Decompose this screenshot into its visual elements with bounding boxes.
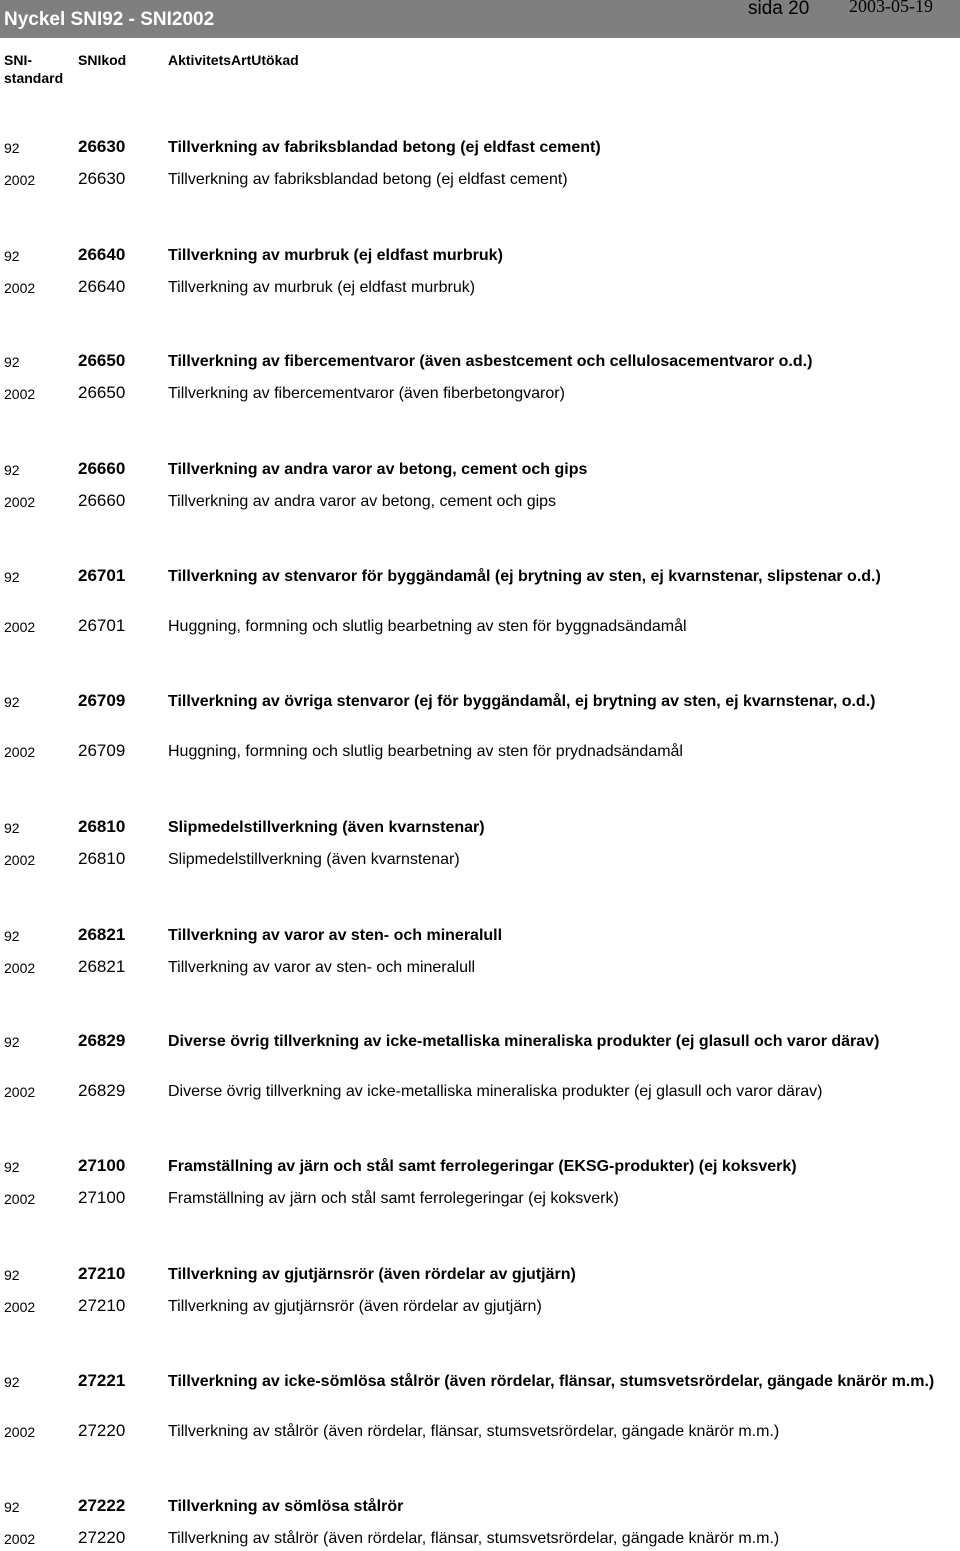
row-code: 26660 xyxy=(78,459,126,478)
row-code: 26829 xyxy=(78,1081,126,1100)
row-standard: 2002 xyxy=(4,1299,36,1315)
row-code: 26630 xyxy=(78,137,126,156)
row-activity: Tillverkning av gjutjärnsrör (även rördelar av gjutjärn) xyxy=(168,1266,576,1283)
row-activity: Tillverkning av fabriksblandad betong (ej eldfast cement) xyxy=(168,139,601,156)
row-activity: Tillverkning av stålrör (även rördelar, flänsar, stumsvetsrördelar, gängade knärör m.m.) xyxy=(168,1530,780,1547)
row-code: 26821 xyxy=(78,925,126,944)
row-standard: 2002 xyxy=(4,494,36,510)
row-standard: 2002 xyxy=(4,619,36,635)
document-title: Nyckel SNI92 - SNI2002 xyxy=(4,9,215,30)
row-standard: 92 xyxy=(4,928,20,944)
row-standard: 2002 xyxy=(4,744,36,760)
row-code: 27210 xyxy=(78,1264,126,1283)
row-standard: 2002 xyxy=(4,386,36,402)
row-code: 27210 xyxy=(78,1296,126,1315)
row-standard: 2002 xyxy=(4,1424,36,1440)
row-activity: Tillverkning av fabriksblandad betong (ej eldfast cement) xyxy=(168,171,568,188)
row-activity: Tillverkning av stenvaror för byggändamål (ej brytning av sten, ej kvarnstenar, slipstenar o.d.) xyxy=(168,568,881,585)
row-standard: 92 xyxy=(4,140,20,156)
column-header-activity: AktivitetsArtUtökad xyxy=(168,52,299,68)
row-code: 26810 xyxy=(78,849,126,868)
row-activity: Tillverkning av varor av sten- och mineralull xyxy=(168,927,503,944)
row-code: 27100 xyxy=(78,1188,126,1207)
row-activity: Slipmedelstillverkning (även kvarnstenar) xyxy=(168,851,460,868)
row-standard: 92 xyxy=(4,569,20,585)
row-standard: 2002 xyxy=(4,852,36,868)
row-standard: 92 xyxy=(4,354,20,370)
document-header-bar xyxy=(0,0,960,38)
row-activity: Framställning av järn och stål samt ferrolegeringar (ej koksverk) xyxy=(168,1190,619,1207)
row-activity: Framställning av järn och stål samt ferrolegeringar (EKSG-produkter) (ej koksverk) xyxy=(168,1158,797,1175)
row-activity: Diverse övrig tillverkning av icke-metalliska mineraliska produkter (ej glasull och varor därav) xyxy=(168,1033,880,1050)
row-activity: Tillverkning av sömlösa stålrör xyxy=(168,1498,404,1515)
row-standard: 92 xyxy=(4,1499,20,1515)
page-number: sida 20 xyxy=(748,0,810,19)
row-code: 26650 xyxy=(78,351,126,370)
row-standard: 92 xyxy=(4,694,20,710)
row-code: 27220 xyxy=(78,1528,126,1547)
row-code: 27100 xyxy=(78,1156,126,1175)
row-activity: Tillverkning av övriga stenvaror (ej för byggändamål, ej brytning av sten, ej kvarnstenar, o.d.) xyxy=(168,693,876,710)
row-activity: Tillverkning av varor av sten- och mineralull xyxy=(168,959,476,976)
row-activity: Tillverkning av murbruk (ej eldfast murbruk) xyxy=(168,279,476,296)
row-activity: Tillverkning av andra varor av betong, cement och gips xyxy=(168,493,557,510)
row-code: 27222 xyxy=(78,1496,126,1515)
row-standard: 92 xyxy=(4,1267,20,1283)
row-standard: 92 xyxy=(4,462,20,478)
row-standard: 2002 xyxy=(4,1531,36,1547)
row-code: 26630 xyxy=(78,169,126,188)
column-header-code: SNIkod xyxy=(78,52,127,68)
row-code: 26701 xyxy=(78,566,126,585)
row-standard: 92 xyxy=(4,820,20,836)
row-code: 27221 xyxy=(78,1371,126,1390)
row-code: 26650 xyxy=(78,383,126,402)
row-code: 26821 xyxy=(78,957,126,976)
column-header-standard xyxy=(4,51,63,87)
row-standard: 92 xyxy=(4,248,20,264)
row-standard: 2002 xyxy=(4,960,36,976)
row-activity: Tillverkning av gjutjärnsrör (även rördelar av gjutjärn) xyxy=(168,1298,542,1315)
row-standard: 2002 xyxy=(4,280,36,296)
row-code: 26701 xyxy=(78,616,126,635)
row-activity: Slipmedelstillverkning (även kvarnstenar) xyxy=(168,819,485,836)
row-code: 26810 xyxy=(78,817,126,836)
document-date: 2003-05-19 xyxy=(849,0,933,16)
column-header-standard-label: SNI- standard xyxy=(4,52,64,86)
row-code: 26640 xyxy=(78,245,126,264)
row-code: 26829 xyxy=(78,1031,126,1050)
row-standard: 2002 xyxy=(4,1084,36,1100)
row-standard: 92 xyxy=(4,1159,20,1175)
row-activity: Tillverkning av icke-sömlösa stålrör (även rördelar, flänsar, stumsvetsrördelar, gängade knärör m.m.) xyxy=(168,1373,935,1390)
row-code: 26640 xyxy=(78,277,126,296)
row-activity: Tillverkning av stålrör (även rördelar, flänsar, stumsvetsrördelar, gängade knärör m.m.) xyxy=(168,1423,780,1440)
row-standard: 92 xyxy=(4,1034,20,1050)
row-standard: 92 xyxy=(4,1374,20,1390)
row-activity: Huggning, formning och slutlig bearbetning av sten för byggnadsändamål xyxy=(168,618,687,635)
row-standard: 2002 xyxy=(4,1191,36,1207)
row-code: 26660 xyxy=(78,491,126,510)
row-standard: 2002 xyxy=(4,172,36,188)
row-activity: Huggning, formning och slutlig bearbetning av sten för prydnadsändamål xyxy=(168,743,683,760)
row-activity: Tillverkning av murbruk (ej eldfast murbruk) xyxy=(168,247,503,264)
row-activity: Diverse övrig tillverkning av icke-metalliska mineraliska produkter (ej glasull och varor därav) xyxy=(168,1083,823,1100)
row-activity: Tillverkning av fibercementvaror (även fiberbetongvaror) xyxy=(168,385,565,402)
row-activity: Tillverkning av andra varor av betong, cement och gips xyxy=(168,461,588,478)
row-code: 26709 xyxy=(78,691,126,710)
row-code: 26709 xyxy=(78,741,126,760)
row-activity: Tillverkning av fibercementvaror (även asbestcement och cellulosacementvaror o.d.) xyxy=(168,353,813,370)
row-code: 27220 xyxy=(78,1421,126,1440)
